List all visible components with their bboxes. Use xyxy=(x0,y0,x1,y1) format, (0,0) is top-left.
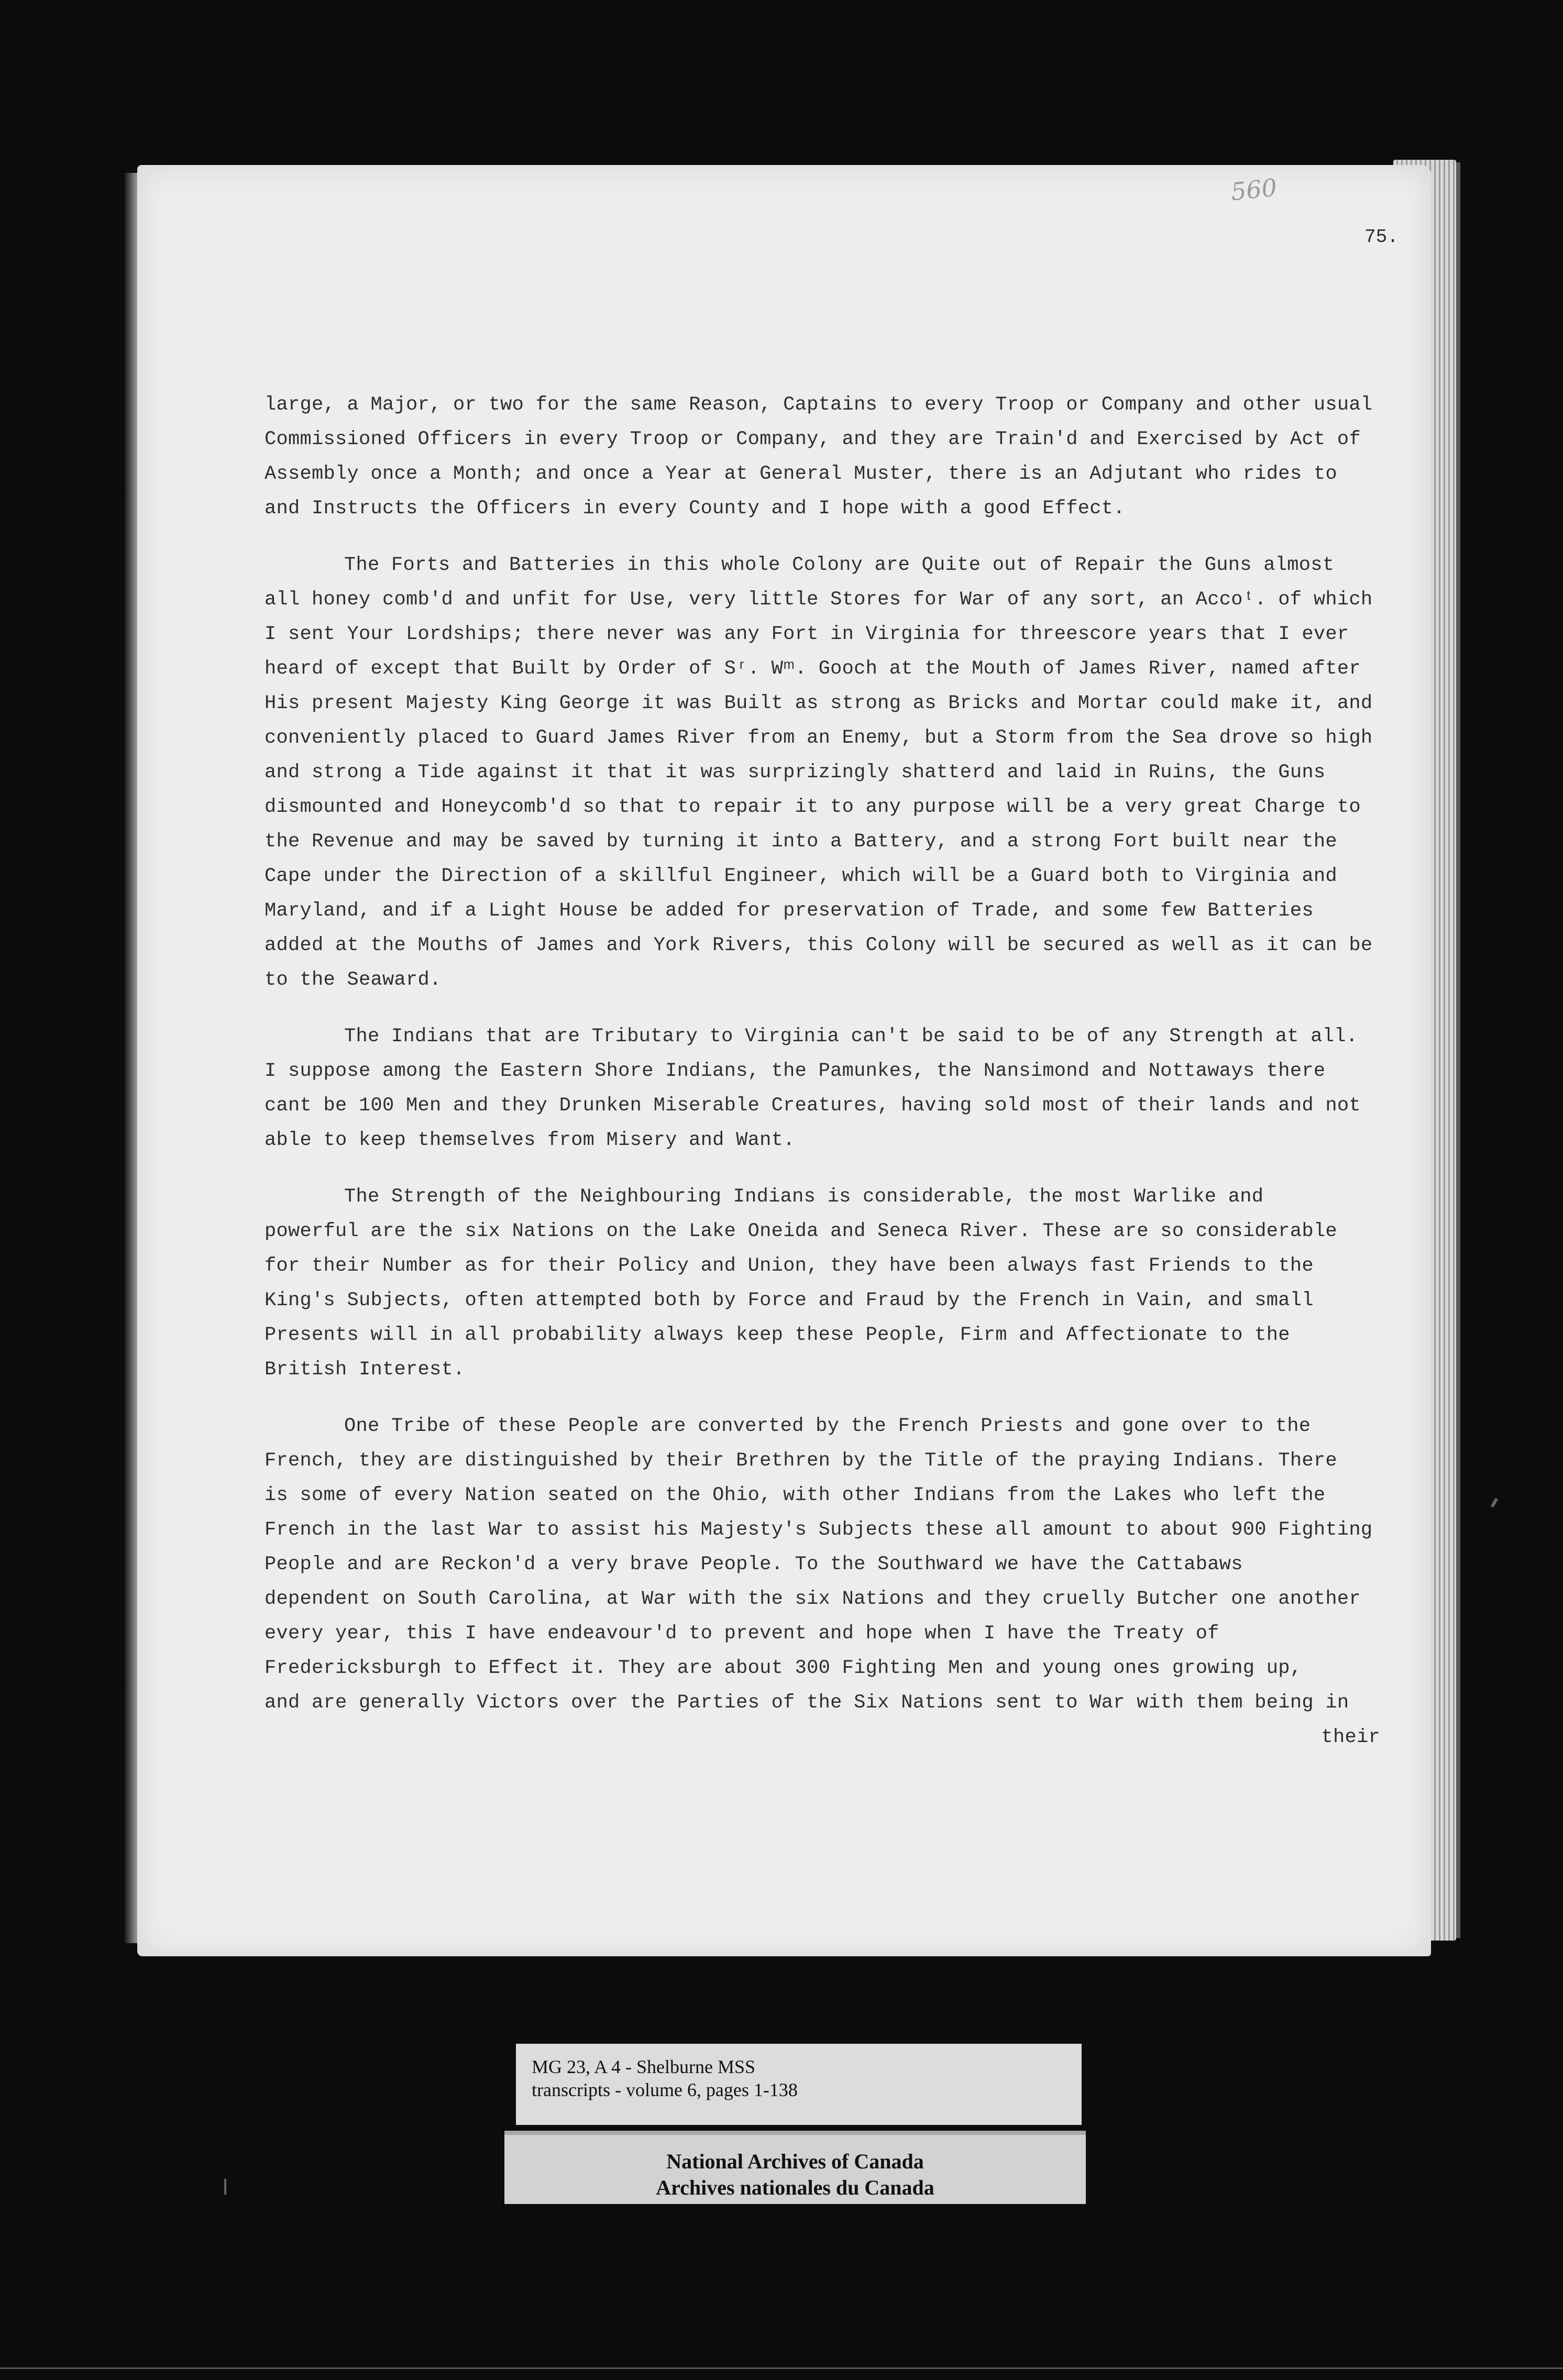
text-line: is some of every Nation seated on the Ohio, with other Indians from the Lakes who left the xyxy=(265,1484,1326,1506)
pencil-folio-number: 560 xyxy=(1229,173,1279,206)
text-line: The Forts and Batteries in this whole Colony are Quite out of Repair the Guns almost xyxy=(344,554,1335,576)
text-line: King's Subjects, often attempted both by Force and Fraud by the French in Vain, and small xyxy=(265,1290,1314,1312)
text-line: cant be 100 Men and they Drunken Miserable Creatures, having sold most of their lands and not xyxy=(265,1095,1361,1117)
text-line: and strong a Tide against it that it was surprizingly shatterd and laid in Ruins, the Guns xyxy=(265,762,1326,784)
text-line: Presents will in all probability always keep these People, Firm and Affectionate to the xyxy=(265,1324,1290,1346)
scan-speck xyxy=(224,2179,226,2195)
text-line: British Interest. xyxy=(265,1359,465,1381)
bottom-rule xyxy=(0,2367,1563,2369)
text-line: every year, this I have endeavour'd to prevent and hope when I have the Treaty of xyxy=(265,1623,1219,1645)
archive-label-line-2: transcripts - volume 6, pages 1-138 xyxy=(532,2079,798,2100)
text-line: The Indians that are Tributary to Virginia can't be said to be of any Strength at all. xyxy=(344,1026,1358,1048)
text-line: for their Number as for their Policy and Union, they have been always fast Friends to the xyxy=(265,1255,1314,1277)
paragraph xyxy=(265,388,1391,526)
text-line: One Tribe of these People are converted by the French Priests and gone over to the xyxy=(344,1415,1311,1437)
text-line: the Revenue and may be saved by turning it into a Battery, and a strong Fort built near the xyxy=(265,831,1337,853)
text-line: French, they are distinguished by their Brethren by the Title of the praying Indians. There xyxy=(265,1450,1337,1472)
institution-label xyxy=(504,2131,1086,2204)
text-line: large, a Major, or two for the same Reason, Captains to every Troop or Company and other usual xyxy=(265,394,1373,416)
text-line: Assembly once a Month; and once a Year at General Muster, there is an Adjutant who rides to xyxy=(265,463,1337,485)
paragraph xyxy=(265,1019,1391,1158)
text-line: The Strength of the Neighbouring Indians is considerable, the most Warlike and xyxy=(344,1186,1264,1208)
text-line: Fredericksburgh to Effect it. They are about 300 Fighting Men and young ones growing up, xyxy=(265,1657,1302,1679)
text-line: heard of except that Built by Order of Sʳ. Wᵐ. Gooch at the Mouth of James River, named after xyxy=(265,658,1361,680)
page-number: 75. xyxy=(1364,226,1399,248)
text-line: Maryland, and if a Light House be added for preservation of Trade, and some few Batteries xyxy=(265,900,1314,922)
text-line: and are generally Victors over the Parties of the Six Nations sent to War with them being in xyxy=(265,1692,1349,1714)
document-body xyxy=(265,388,1391,1777)
paragraph xyxy=(265,1180,1391,1387)
text-line: added at the Mouths of James and York Rivers, this Colony will be secured as well as it can be xyxy=(265,934,1373,956)
text-line: dismounted and Honeycomb'd so that to repair it to any purpose will be a very great Charge to xyxy=(265,796,1361,818)
paragraph xyxy=(265,1409,1391,1755)
scan-speck xyxy=(1491,1498,1498,1508)
archive-reference-label xyxy=(516,2044,1082,2125)
text-line: dependent on South Carolina, at War with the six Nations and they cruelly Butcher one another xyxy=(265,1588,1361,1610)
archive-label-line-1: MG 23, A 4 - Shelburne MSS xyxy=(532,2056,756,2077)
paragraph xyxy=(265,548,1391,997)
text-line: Cape under the Direction of a skillful Engineer, which will be a Guard both to Virginia and xyxy=(265,865,1337,887)
text-line: I sent Your Lordships; there never was any Fort in Virginia for threescore years that I ever xyxy=(265,623,1349,645)
institution-name-english: National Archives of Canada xyxy=(666,2150,924,2173)
text-line: all honey comb'd and unfit for Use, very little Stores for War of any sort, an Accoᵗ. of which xyxy=(265,589,1373,611)
text-line: Commissioned Officers in every Troop or Company, and they are Train'd and Exercised by Act of xyxy=(265,428,1361,450)
text-line: I suppose among the Eastern Shore Indians, the Pamunkes, the Nansimond and Nottaways there xyxy=(265,1060,1326,1082)
catchword: their xyxy=(1321,1726,1380,1748)
text-line: powerful are the six Nations on the Lake Oneida and Seneca River. These are so considerable xyxy=(265,1220,1337,1242)
text-line: People and are Reckon'd a very brave People. To the Southward we have the Cattabaws xyxy=(265,1553,1243,1575)
text-line: and Instructs the Officers in every County and I hope with a good Effect. xyxy=(265,498,1125,520)
text-line: to the Seaward. xyxy=(265,969,442,991)
text-line: His present Majesty King George it was Built as strong as Bricks and Mortar could make it, and xyxy=(265,692,1373,714)
text-line: French in the last War to assist his Majesty's Subjects these all amount to about 900 Fighting xyxy=(265,1519,1373,1541)
text-line: able to keep themselves from Misery and Want. xyxy=(265,1129,795,1151)
text-line: conveniently placed to Guard James River from an Enemy, but a Storm from the Sea drove so high xyxy=(265,727,1373,749)
institution-name-french: Archives nationales du Canada xyxy=(656,2176,934,2199)
